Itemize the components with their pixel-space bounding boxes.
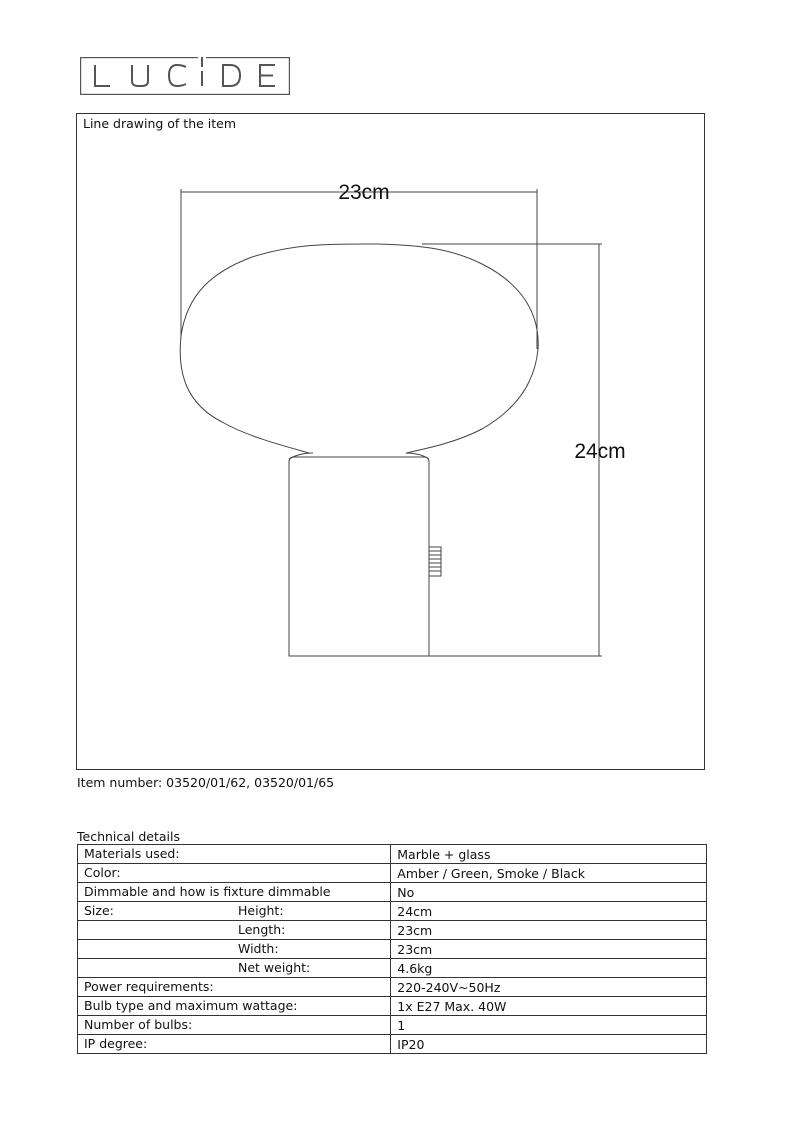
spec-row	[78, 845, 707, 864]
spec-row	[78, 864, 707, 883]
spec-value: 220-240V~50Hz	[391, 978, 707, 997]
spec-value: 4.6kg	[391, 959, 707, 978]
spec-label-cell	[78, 1035, 391, 1054]
lucide-logo	[80, 57, 290, 95]
spec-row	[78, 883, 707, 902]
spec-label: Materials used:	[84, 846, 180, 861]
lamp-line-drawing	[77, 114, 704, 769]
spec-row	[78, 959, 707, 978]
glass-globe	[180, 244, 538, 453]
spec-label-cell	[78, 864, 391, 883]
spec-label: Number of bulbs:	[84, 1017, 193, 1032]
spec-value: No	[391, 883, 707, 902]
spec-row	[78, 997, 707, 1016]
spec-sublabel: Net weight:	[238, 960, 311, 975]
spec-row	[78, 921, 707, 940]
spec-value: 24cm	[391, 902, 707, 921]
spec-label: Bulb type and maximum wattage:	[84, 998, 298, 1013]
spec-label-cell	[78, 997, 391, 1016]
spec-label: Power requirements:	[84, 979, 214, 994]
spec-row	[78, 902, 707, 921]
spec-row	[78, 940, 707, 959]
spec-sublabel: Width:	[238, 941, 279, 956]
spec-label-cell	[78, 959, 391, 978]
spec-row	[78, 978, 707, 997]
spec-label-cell	[78, 883, 391, 902]
globe-neck-right	[406, 453, 429, 459]
spec-row	[78, 1035, 707, 1054]
spec-value: Marble + glass	[391, 845, 707, 864]
technical-details-table	[77, 844, 707, 1054]
spec-sublabel: Length:	[238, 922, 286, 937]
spec-value: IP20	[391, 1035, 707, 1054]
spec-value: 23cm	[391, 940, 707, 959]
spec-sublabel: Height:	[238, 903, 284, 918]
spec-label-cell	[78, 845, 391, 864]
lucide-logo-mark	[80, 57, 290, 95]
globe-neck-left	[289, 453, 313, 459]
spec-row	[78, 1016, 707, 1035]
spec-label-cell	[78, 940, 391, 959]
spec-label: Color:	[84, 865, 121, 880]
spec-label-cell	[78, 902, 391, 921]
technical-details-title: Technical details	[77, 829, 181, 844]
spec-label: Dimmable and how is fixture dimmable	[84, 884, 331, 899]
spec-value: 1x E27 Max. 40W	[391, 997, 707, 1016]
spec-label-cell	[78, 1016, 391, 1035]
spec-value: 23cm	[391, 921, 707, 940]
spec-label-cell	[78, 921, 391, 940]
marble-base	[289, 457, 429, 656]
width-label: 23cm	[338, 181, 390, 204]
line-drawing-panel	[76, 113, 705, 770]
item-number: Item number: 03520/01/62, 03520/01/65	[77, 775, 335, 790]
height-label: 24cm	[574, 440, 626, 463]
spec-value: 1	[391, 1016, 707, 1035]
spec-label: Size:	[84, 903, 114, 918]
spec-value: Amber / Green, Smoke / Black	[391, 864, 707, 883]
drawing-caption: Line drawing of the item	[83, 116, 237, 131]
spec-label-cell	[78, 978, 391, 997]
spec-label: IP degree:	[84, 1036, 148, 1051]
